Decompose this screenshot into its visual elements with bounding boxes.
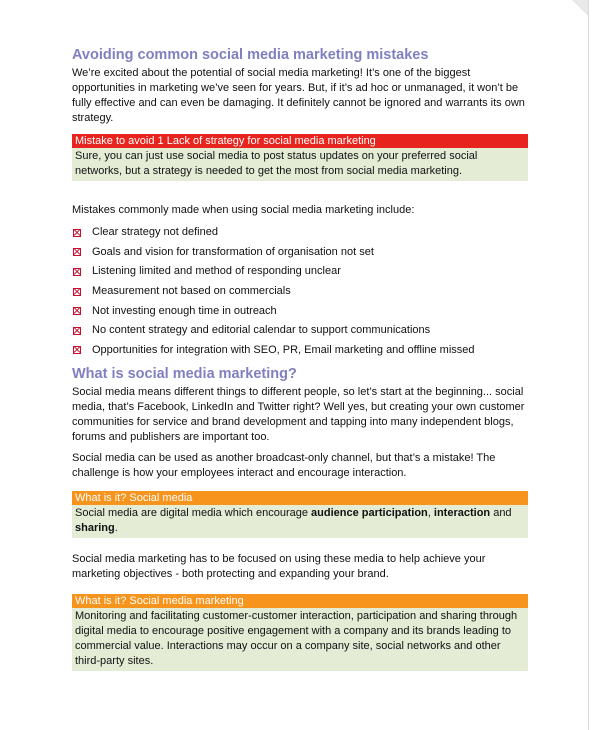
x-checkbox-icon <box>73 346 81 354</box>
x-checkbox-icon <box>73 327 81 335</box>
x-checkbox-icon <box>73 307 81 315</box>
mistake-callout-body: Sure, you can just use social media to post status updates on your preferred social networks, but a strategy is needed to get the most from social media marketing. <box>72 148 528 181</box>
list-item <box>72 301 528 321</box>
page-content <box>72 47 528 671</box>
social-media-definition-box <box>72 491 528 538</box>
list-item-text: Clear strategy not defined <box>92 226 218 239</box>
mistakes-list-intro: Mistakes commonly made when using social media marketing include: <box>72 204 415 216</box>
list-item <box>72 321 528 341</box>
list-item-text: Goals and vision for transformation of organisation not set <box>92 245 374 258</box>
page-fold-corner <box>572 0 588 16</box>
list-item-text: Not investing enough time in outreach <box>92 304 277 317</box>
list-item <box>72 282 528 302</box>
list-item <box>72 243 528 263</box>
mistake-callout-header: Mistake to avoid 1 Lack of strategy for social media marketing <box>72 134 528 148</box>
list-item-text: Measurement not based on commercials <box>92 285 291 298</box>
section-heading-mistakes: Avoiding common social media marketing mistakes <box>72 47 429 63</box>
list-item-text: Opportunities for integration with SEO, PR, Email marketing and offline missed <box>92 343 475 356</box>
social-media-definition-header: What is it? Social media <box>72 491 528 505</box>
mistake-callout-box <box>72 134 528 181</box>
list-item <box>72 223 528 243</box>
x-checkbox-icon <box>73 248 81 256</box>
smm-definition-body: Monitoring and facilitating customer-customer interaction, participation and sharing through digital media to encourage positive engagement with a company and its brands leading to commercial value. Interactions may occur on a company site, social networks and other third-party sites. <box>72 608 528 671</box>
section-heading-what-is: What is social media marketing? <box>72 366 297 383</box>
x-checkbox-icon <box>73 268 81 276</box>
what-is-para-2: Social media can be used as another broadcast-only channel, but that’s a mistake! The challenge is how your employees interact and encourage interaction. <box>72 452 496 480</box>
mistakes-intro: We’re excited about the potential of social media marketing! It’s one of the biggest opportunities in marketing we’ve seen for years. But, if it’s ad hoc or unmanaged, it won’t be fully effective and can even be damaging. It definitely cannot be ignored and warrants its own strategy. <box>72 67 525 124</box>
smm-definition-header: What is it? Social media marketing <box>72 594 528 608</box>
list-item-text: No content strategy and editorial calendar to support communications <box>92 324 431 337</box>
what-is-para-1: Social media means different things to different people, so let’s start at the beginning... social media, that’s Facebook, LinkedIn and Twitter right? Well yes, but creating your own customer communities for service and brand development and tapping into many independent blogs, forums and publishers are important too. <box>72 386 525 444</box>
list-item <box>72 341 528 361</box>
x-checkbox-icon <box>73 229 81 237</box>
x-checkbox-icon <box>73 288 81 296</box>
what-is-para-3: Social media marketing has to be focused on using these media to help achieve your marketing objectives - both protecting and expanding your brand. <box>72 553 486 581</box>
social-media-definition-body: Social media are digital media which encourage audience participation, interaction and sharing. <box>72 505 528 538</box>
list-item-text: Listening limited and method of responding unclear <box>92 265 341 278</box>
smm-definition-box <box>72 594 528 671</box>
mistakes-list <box>72 223 528 360</box>
list-item <box>72 262 528 282</box>
